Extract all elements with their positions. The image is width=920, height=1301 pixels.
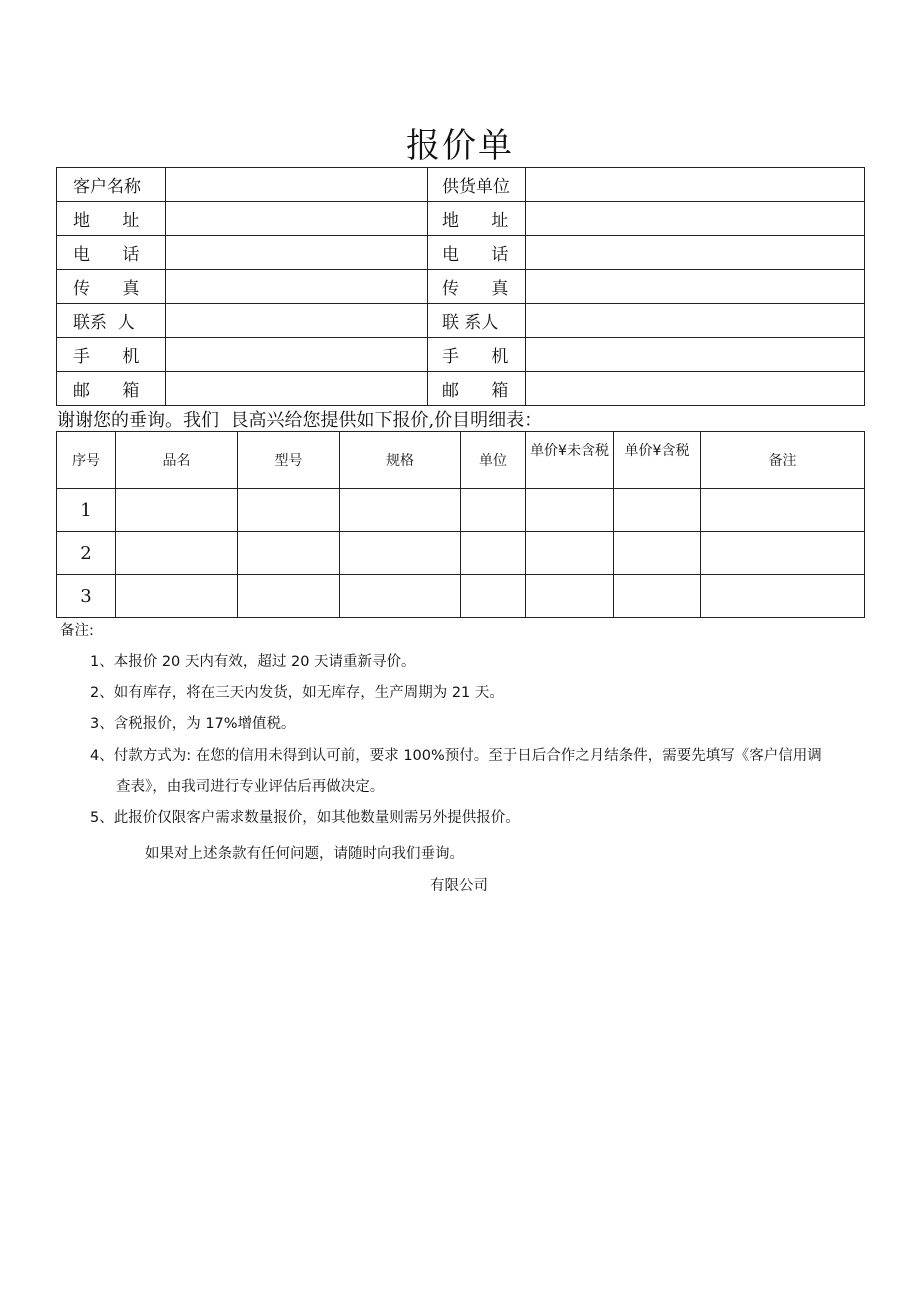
item-price-ex-cell[interactable]	[526, 575, 614, 618]
customer-fax-label: 传 真	[57, 270, 166, 304]
note-item: 4、付款方式为: 在您的信用未得到认可前，要求 100%预付。至于日后合作之月结条件，需要先填写《客户信用调	[90, 748, 822, 764]
customer-email-field[interactable]	[166, 372, 428, 406]
customer-phone-label: 电 话	[57, 236, 166, 270]
item-model-cell[interactable]	[238, 489, 340, 532]
item-price-inc-cell[interactable]	[614, 575, 701, 618]
supplier-fax-field[interactable]	[526, 270, 865, 304]
supplier-mobile-field[interactable]	[526, 338, 865, 372]
note-item: 2、如有库存，将在三天内发货，如无库存，生产周期为 21 天。	[90, 685, 504, 701]
header-price-inc-tax: 单价¥含税	[614, 432, 701, 489]
info-row	[57, 338, 865, 372]
customer-address-label: 地 址	[57, 202, 166, 236]
supplier-address-field[interactable]	[526, 202, 865, 236]
item-spec-cell[interactable]	[340, 489, 461, 532]
note-item: 5、此报价仅限客户需求数量报价，如其他数量则需另外提供报价。	[90, 810, 520, 826]
supplier-fax-label: 传 真	[428, 270, 526, 304]
header-name: 品名	[116, 432, 238, 489]
supplier-contact-field[interactable]	[526, 304, 865, 338]
info-row	[57, 236, 865, 270]
customer-email-label: 邮 箱	[57, 372, 166, 406]
contact-info-table	[56, 167, 865, 406]
customer-name-label: 客户名称	[57, 168, 166, 202]
item-price-ex-cell[interactable]	[526, 532, 614, 575]
customer-fax-field[interactable]	[166, 270, 428, 304]
header-no: 序号	[57, 432, 116, 489]
item-spec-cell[interactable]	[340, 532, 461, 575]
info-row	[57, 304, 865, 338]
item-price-ex-cell[interactable]	[526, 489, 614, 532]
note-item: 1、本报价 20 天内有效，超过 20 天请重新寻价。	[90, 654, 416, 670]
table-row	[57, 575, 865, 618]
note-item: 3、含税报价，为 17%增值税。	[90, 716, 296, 732]
item-unit-cell[interactable]	[461, 489, 526, 532]
item-remark-cell[interactable]	[701, 532, 865, 575]
supplier-email-label: 邮 箱	[428, 372, 526, 406]
row-number: 3	[57, 575, 116, 618]
supplier-email-field[interactable]	[526, 372, 865, 406]
customer-contact-label: 联系 人	[57, 304, 166, 338]
item-model-cell[interactable]	[238, 575, 340, 618]
row-number: 1	[57, 489, 116, 532]
item-unit-cell[interactable]	[461, 575, 526, 618]
item-remark-cell[interactable]	[701, 489, 865, 532]
item-name-cell[interactable]	[116, 532, 238, 575]
header-model: 型号	[238, 432, 340, 489]
info-row	[57, 372, 865, 406]
item-unit-cell[interactable]	[461, 532, 526, 575]
notes-heading: 备注:	[60, 623, 94, 639]
supplier-mobile-label: 手 机	[428, 338, 526, 372]
header-price-ex-tax: 单价¥未含税	[526, 432, 614, 489]
info-row	[57, 202, 865, 236]
supplier-label: 供货单位	[428, 168, 526, 202]
item-remark-cell[interactable]	[701, 575, 865, 618]
supplier-phone-label: 电 话	[428, 236, 526, 270]
customer-phone-field[interactable]	[166, 236, 428, 270]
note-item-continuation: 查表》，由我司进行专业评估后再做决定。	[116, 779, 385, 795]
company-name: 有限公司	[430, 878, 488, 894]
closing-text: 如果对上述条款有任何问题，请随时向我们垂询。	[145, 846, 464, 862]
supplier-contact-label: 联 系人	[428, 304, 526, 338]
info-row	[57, 270, 865, 304]
table-header-row	[57, 432, 865, 489]
supplier-phone-field[interactable]	[526, 236, 865, 270]
table-row	[57, 489, 865, 532]
supplier-address-label: 地 址	[428, 202, 526, 236]
supplier-field[interactable]	[526, 168, 865, 202]
item-spec-cell[interactable]	[340, 575, 461, 618]
customer-contact-field[interactable]	[166, 304, 428, 338]
customer-name-field[interactable]	[166, 168, 428, 202]
customer-mobile-label: 手 机	[57, 338, 166, 372]
item-model-cell[interactable]	[238, 532, 340, 575]
info-row	[57, 168, 865, 202]
table-row	[57, 532, 865, 575]
item-price-inc-cell[interactable]	[614, 489, 701, 532]
header-unit: 单位	[461, 432, 526, 489]
row-number: 2	[57, 532, 116, 575]
header-spec: 规格	[340, 432, 461, 489]
page-title: 报价单	[406, 126, 514, 166]
item-name-cell[interactable]	[116, 575, 238, 618]
customer-address-field[interactable]	[166, 202, 428, 236]
item-name-cell[interactable]	[116, 489, 238, 532]
quote-items-table	[56, 431, 865, 618]
intro-text: 谢谢您的垂询。我们 艮高兴给您提供如下报价,价目明细表：	[57, 410, 543, 431]
item-price-inc-cell[interactable]	[614, 532, 701, 575]
customer-mobile-field[interactable]	[166, 338, 428, 372]
header-remark: 备注	[701, 432, 865, 489]
